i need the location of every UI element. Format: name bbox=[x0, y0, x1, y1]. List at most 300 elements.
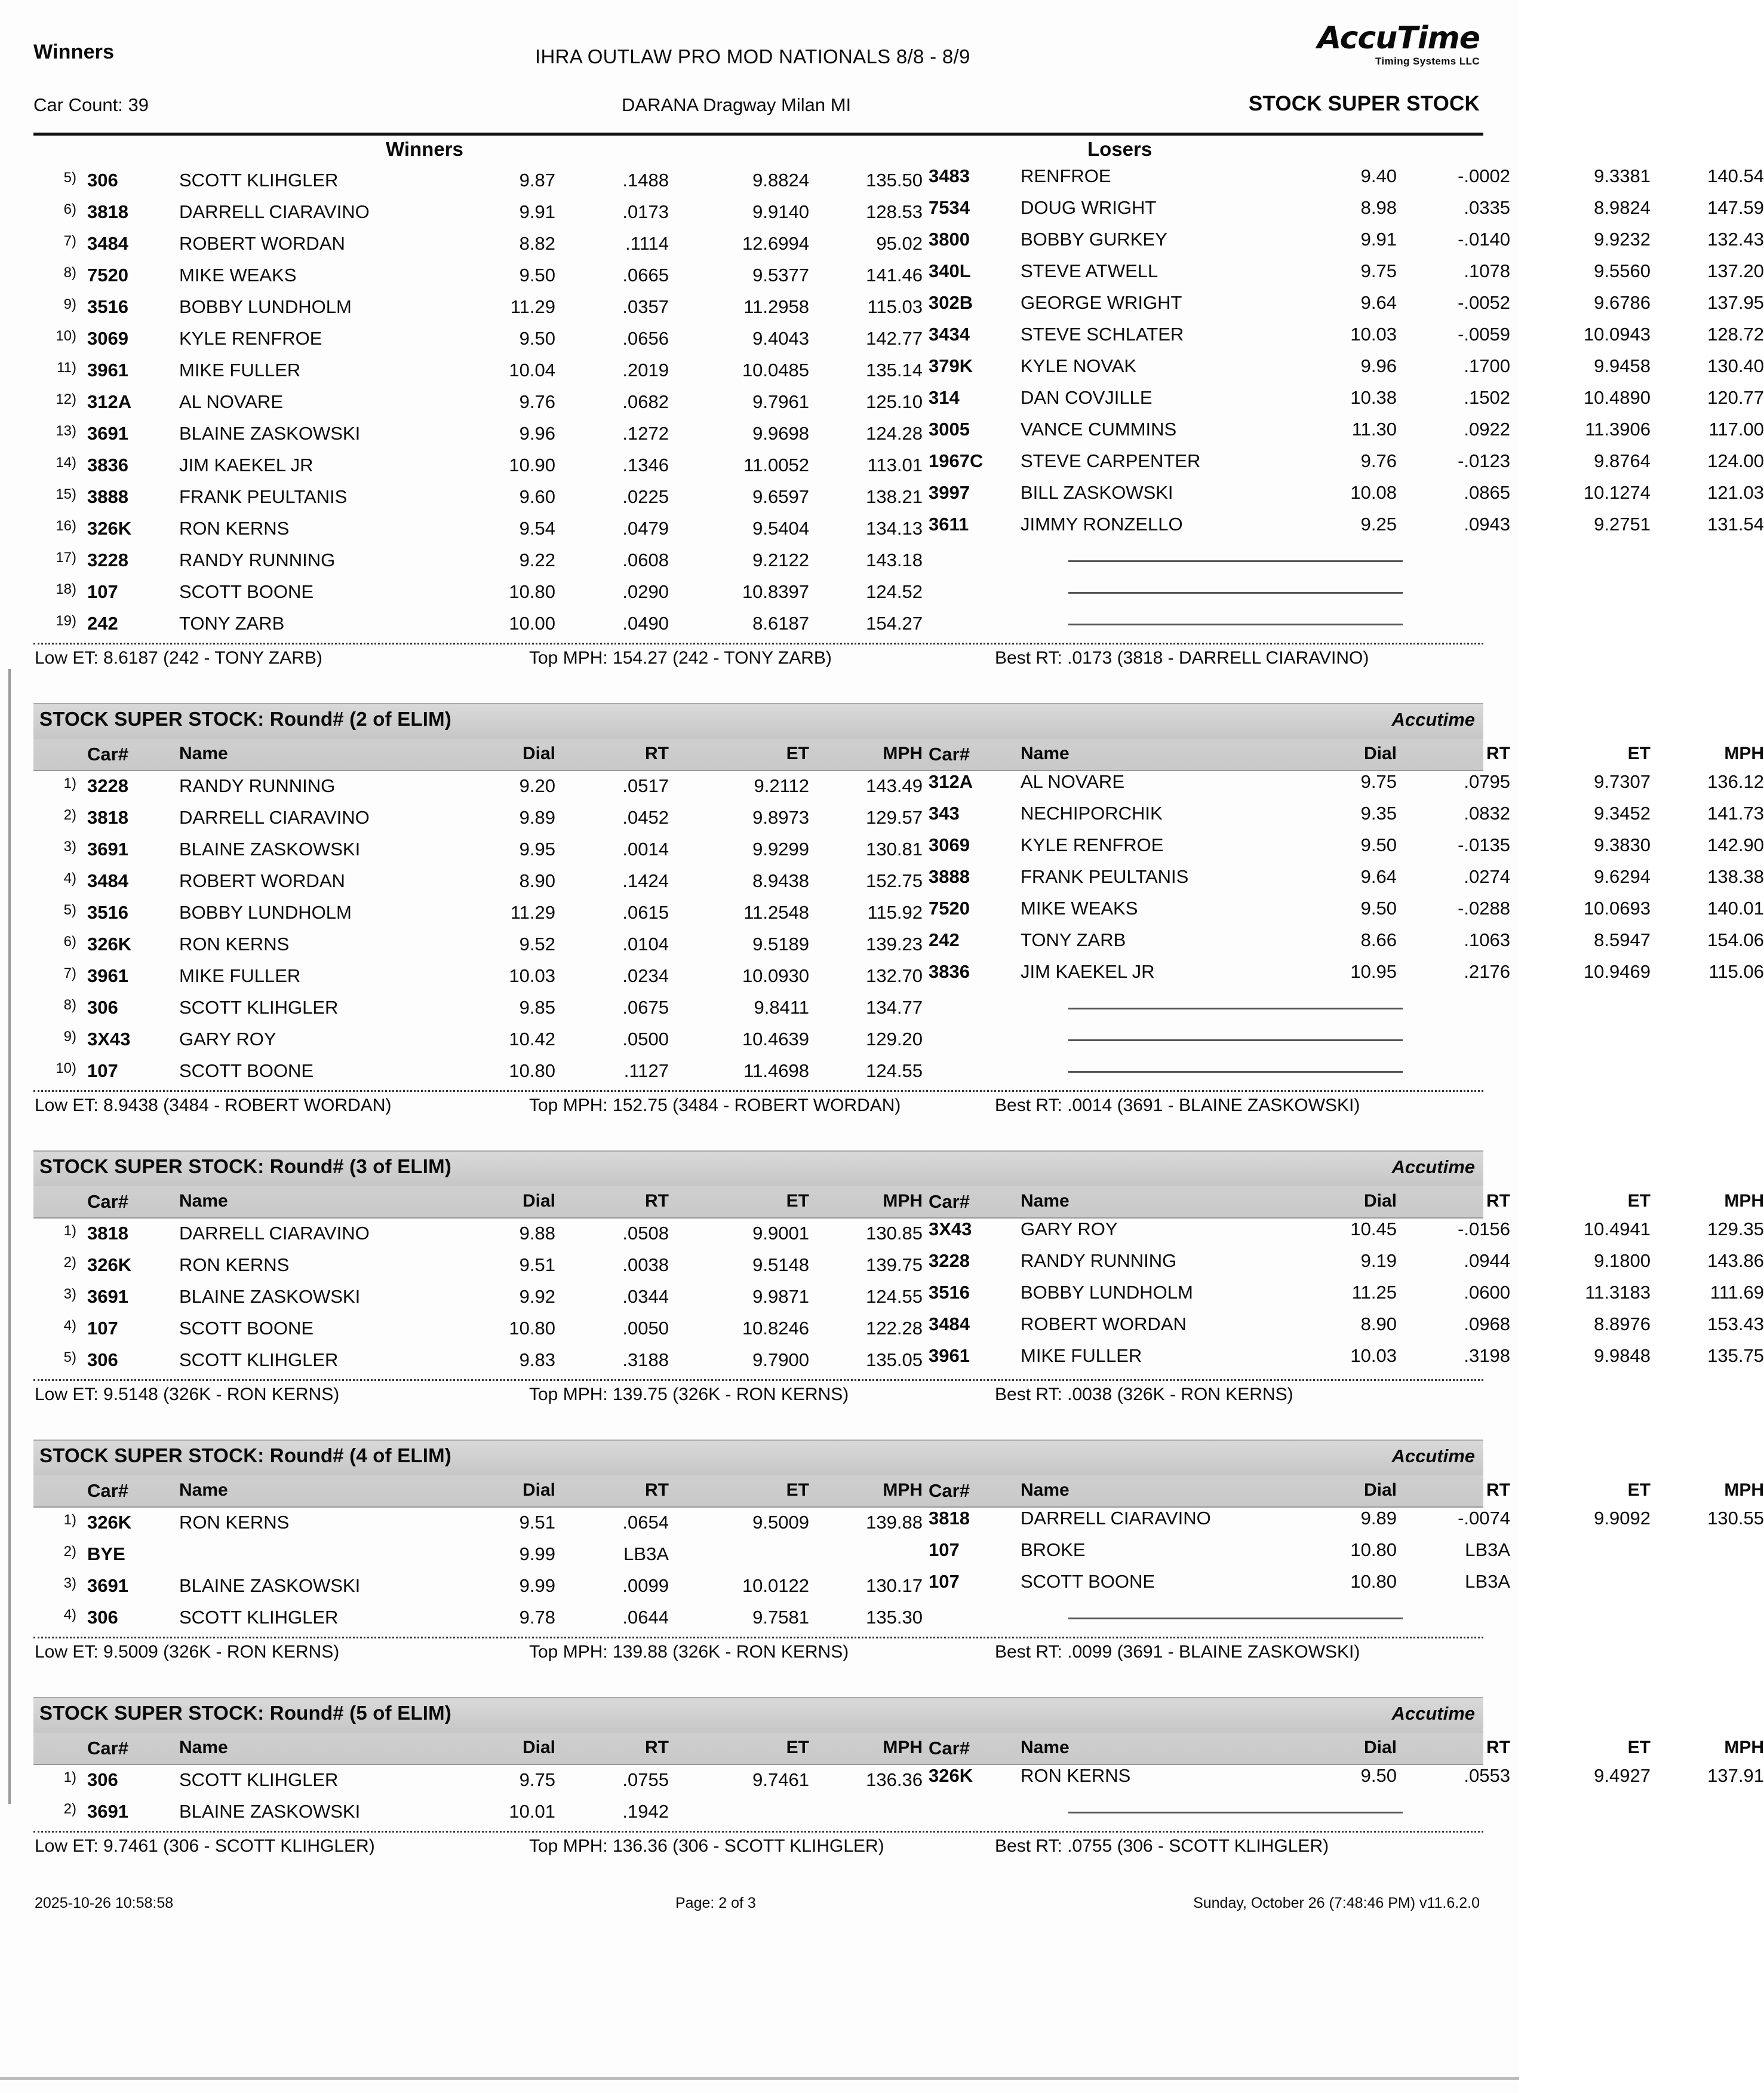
mph-value: 142.90 bbox=[1707, 834, 1764, 855]
winner-entry bbox=[33, 934, 923, 955]
blank-rule-line bbox=[1068, 1812, 1403, 1813]
driver-name: BLAINE ZASKOWSKI bbox=[179, 1801, 361, 1822]
car-number: 302B bbox=[929, 292, 973, 313]
table-row bbox=[33, 197, 1764, 229]
reaction-time-value: .0508 bbox=[622, 1223, 669, 1244]
elapsed-time-value: 9.5560 bbox=[1594, 260, 1651, 281]
dial-value: 9.75 bbox=[1360, 260, 1397, 281]
losers-header-group bbox=[923, 1480, 1764, 1502]
reaction-time-value: .0922 bbox=[1464, 419, 1510, 440]
column-header-et: ET bbox=[786, 1738, 809, 1757]
row-index: 1) bbox=[63, 1223, 76, 1239]
mph-value: 130.81 bbox=[866, 839, 923, 860]
column-header-dial: Dial bbox=[522, 744, 555, 763]
car-number: 242 bbox=[929, 929, 960, 950]
winner-entry bbox=[33, 391, 923, 413]
winner-entry bbox=[33, 486, 923, 508]
winner-entry bbox=[33, 1029, 923, 1050]
reaction-time-value: .1346 bbox=[622, 455, 669, 475]
loser-entry bbox=[923, 292, 1764, 314]
elapsed-time-value: 9.3381 bbox=[1594, 165, 1651, 186]
car-count: Car Count: 39 bbox=[33, 94, 149, 115]
driver-name: SCOTT BOONE bbox=[179, 581, 314, 602]
mph-value: 137.91 bbox=[1707, 1765, 1764, 1786]
winner-entry bbox=[33, 1769, 923, 1791]
mph-value: 130.17 bbox=[866, 1575, 923, 1596]
elapsed-time-value bbox=[669, 1543, 809, 1565]
column-header-name: Name bbox=[1021, 1191, 1070, 1211]
loser-entry bbox=[923, 419, 1764, 440]
row-index: 5) bbox=[63, 170, 76, 186]
mph-value: 134.77 bbox=[866, 997, 923, 1018]
mph-value: 137.95 bbox=[1707, 292, 1764, 313]
column-header-dial: Dial bbox=[522, 1191, 555, 1211]
table-row bbox=[33, 577, 1483, 609]
loser-entry bbox=[923, 929, 1764, 951]
table-row bbox=[33, 834, 1764, 866]
reaction-time-value: -.0288 bbox=[1458, 898, 1510, 919]
table-row bbox=[33, 482, 1764, 514]
loser-entry bbox=[923, 1282, 1764, 1303]
mph-value: 117.00 bbox=[1708, 419, 1764, 440]
car-number: 107 bbox=[929, 1571, 960, 1592]
round-4-title: STOCK SUPER STOCK: Round# (4 of ELIM) bbox=[39, 1444, 452, 1466]
winner-entry bbox=[33, 807, 923, 828]
reaction-time-value: .0290 bbox=[622, 581, 669, 602]
driver-name: TONY ZARB bbox=[1021, 929, 1126, 950]
elapsed-time-value: 10.0943 bbox=[1583, 324, 1651, 345]
car-number: 3X43 bbox=[87, 1029, 131, 1049]
blank-rule-line bbox=[1068, 1008, 1403, 1009]
driver-name: RENFROE bbox=[1021, 165, 1111, 186]
elapsed-time-value: 9.9299 bbox=[752, 839, 809, 860]
row-index: 16) bbox=[56, 518, 76, 534]
blank-rule-line bbox=[1068, 1039, 1403, 1041]
elapsed-time-value: 9.7581 bbox=[752, 1607, 809, 1628]
empty-result-slot bbox=[943, 1603, 1403, 1634]
car-number: 312A bbox=[87, 391, 132, 412]
elapsed-time-value: 10.4639 bbox=[742, 1029, 809, 1049]
dial-value: 9.76 bbox=[1360, 450, 1397, 471]
reaction-time-value: LB3A bbox=[1465, 1539, 1510, 1560]
elapsed-time-value: 9.7900 bbox=[752, 1349, 809, 1370]
table-row bbox=[33, 292, 1764, 324]
dial-value: 9.35 bbox=[1360, 803, 1397, 824]
elapsed-time-value: 11.3906 bbox=[1585, 419, 1651, 440]
dial-value: 9.76 bbox=[519, 391, 555, 412]
elapsed-time-value: 9.9001 bbox=[752, 1223, 809, 1244]
mph-value: 132.70 bbox=[866, 965, 923, 986]
round-2-column-headers bbox=[33, 739, 1764, 771]
table-row bbox=[33, 1024, 1483, 1056]
elapsed-time-value: 10.0122 bbox=[742, 1575, 809, 1596]
car-number: 3818 bbox=[87, 1223, 128, 1244]
round-4-rows bbox=[33, 1508, 1764, 1634]
elapsed-time-value: 9.5148 bbox=[752, 1254, 809, 1275]
reaction-time-value: .3198 bbox=[1464, 1345, 1510, 1366]
car-number: 306 bbox=[87, 170, 118, 191]
table-row bbox=[33, 419, 1764, 450]
row-index: 17) bbox=[56, 550, 76, 566]
top-mph-summary: Top MPH: 154.27 (242 - TONY ZARB) bbox=[529, 648, 832, 668]
row-index: 4) bbox=[63, 870, 76, 886]
column-header-car: Car# bbox=[87, 1191, 128, 1212]
winner-entry bbox=[33, 1512, 923, 1533]
car-number: 3818 bbox=[929, 1508, 970, 1529]
empty-result-slot bbox=[943, 993, 1403, 1024]
elapsed-time-value: 9.3452 bbox=[1594, 803, 1651, 824]
row-index: 11) bbox=[57, 360, 76, 376]
row-index: 1) bbox=[63, 775, 76, 791]
elapsed-time-value: 9.5189 bbox=[752, 934, 809, 955]
mph-value: 129.35 bbox=[1707, 1219, 1764, 1239]
loser-entry bbox=[923, 197, 1764, 219]
loser-entry bbox=[923, 961, 1764, 983]
table-row bbox=[33, 1056, 1483, 1088]
column-header-name: Name bbox=[1021, 744, 1070, 763]
reaction-time-value: .1272 bbox=[622, 423, 669, 444]
round-5-rows bbox=[33, 1765, 1764, 1828]
elapsed-time-value: 9.5009 bbox=[752, 1512, 809, 1533]
car-number: 3888 bbox=[929, 866, 970, 887]
losers-header-group bbox=[923, 1738, 1764, 1759]
dial-value: 9.96 bbox=[1360, 355, 1397, 376]
row-index: 2) bbox=[63, 1254, 76, 1270]
car-number: 306 bbox=[87, 997, 118, 1018]
row-index: 15) bbox=[56, 486, 76, 502]
car-number: 3228 bbox=[87, 775, 128, 796]
accutime-logo-text: AccuTime bbox=[1317, 20, 1480, 56]
top-mph-summary: Top MPH: 152.75 (3484 - ROBERT WORDAN) bbox=[529, 1095, 901, 1115]
column-header-rt: RT bbox=[1486, 1480, 1510, 1500]
reaction-time-value: .0357 bbox=[622, 296, 669, 317]
car-number: 326K bbox=[87, 934, 132, 955]
elapsed-time-value: 8.9824 bbox=[1594, 197, 1651, 218]
loser-entry bbox=[923, 387, 1764, 409]
driver-name: FRANK PEULTANIS bbox=[1021, 866, 1189, 887]
loser-entry bbox=[923, 1219, 1764, 1240]
column-header-rt: RT bbox=[645, 744, 669, 763]
mph-value: 135.75 bbox=[1707, 1345, 1764, 1366]
round-5-accutime-label: Accutime bbox=[1391, 1703, 1475, 1724]
winner-entry bbox=[33, 775, 923, 797]
car-number: 3961 bbox=[87, 360, 128, 380]
dial-value: 10.80 bbox=[1350, 1539, 1397, 1560]
dial-value: 9.60 bbox=[519, 486, 555, 507]
dial-value: 10.03 bbox=[509, 965, 555, 986]
table-row bbox=[33, 771, 1764, 803]
accutime-logo bbox=[1317, 20, 1480, 67]
table-row bbox=[33, 355, 1764, 387]
table-row bbox=[33, 514, 1764, 545]
event-title: IHRA OUTLAW PRO MOD NATIONALS 8/8 - 8/9 bbox=[535, 45, 970, 67]
loser-entry bbox=[923, 803, 1764, 824]
reaction-time-value: LB3A bbox=[623, 1543, 669, 1564]
driver-name: ROBERT WORDAN bbox=[179, 870, 345, 891]
dial-value: 10.80 bbox=[509, 581, 555, 602]
car-number: 107 bbox=[87, 1060, 118, 1081]
row-index: 2) bbox=[63, 1801, 76, 1817]
mph-value: 143.49 bbox=[866, 775, 923, 796]
row-index: 6) bbox=[63, 934, 76, 950]
loser-entry bbox=[923, 1314, 1764, 1335]
winners-header-group bbox=[33, 744, 923, 765]
mph-value: 140.01 bbox=[1707, 898, 1764, 919]
winner-entry bbox=[33, 965, 923, 987]
dial-value: 9.99 bbox=[519, 1543, 555, 1564]
elapsed-time-value: 8.6187 bbox=[752, 613, 809, 634]
elapsed-time-value: 11.3183 bbox=[1585, 1282, 1651, 1303]
driver-name: BOBBY LUNDHOLM bbox=[1021, 1282, 1193, 1303]
car-number: 3516 bbox=[929, 1282, 970, 1303]
row-index: 3) bbox=[63, 1575, 76, 1591]
mph-value: 115.06 bbox=[1708, 961, 1764, 982]
winners-header-group bbox=[33, 1191, 923, 1213]
round-4-divider bbox=[33, 1637, 1483, 1638]
loser-entry bbox=[923, 1508, 1764, 1529]
mph-value: 138.38 bbox=[1707, 866, 1764, 887]
winner-entry bbox=[33, 1223, 923, 1244]
best-rt-summary: Best RT: .0038 (326K - RON KERNS) bbox=[995, 1385, 1293, 1404]
row-index: 8) bbox=[63, 265, 76, 281]
reaction-time-value: .1700 bbox=[1464, 355, 1510, 376]
scan-bottom-edge bbox=[0, 2077, 1519, 2080]
row-index: 19) bbox=[56, 613, 76, 629]
winner-entry bbox=[33, 296, 923, 318]
dial-value: 8.90 bbox=[1360, 1314, 1397, 1334]
elapsed-time-value: 10.8246 bbox=[742, 1318, 809, 1339]
loser-entry bbox=[923, 834, 1764, 856]
elapsed-time-value: 10.0930 bbox=[742, 965, 809, 986]
car-number: 379K bbox=[929, 355, 973, 376]
elapsed-time-value: 8.9438 bbox=[752, 870, 809, 891]
reaction-time-value: .0173 bbox=[622, 201, 669, 222]
car-number: 3691 bbox=[87, 1801, 128, 1822]
table-row bbox=[33, 229, 1764, 260]
winners-header-group bbox=[33, 1480, 923, 1502]
dial-value: 9.89 bbox=[1360, 1508, 1397, 1529]
driver-name: DARRELL CIARAVINO bbox=[179, 1223, 370, 1244]
dial-value: 9.50 bbox=[1360, 834, 1397, 855]
mph-value: 115.03 bbox=[867, 296, 923, 317]
driver-name: BLAINE ZASKOWSKI bbox=[179, 1286, 361, 1307]
driver-name: JIMMY RONZELLO bbox=[1021, 514, 1183, 535]
driver-name: DOUG WRIGHT bbox=[1021, 197, 1157, 218]
driver-name: BOBBY LUNDHOLM bbox=[179, 902, 352, 923]
blank-rule-line bbox=[1068, 592, 1403, 594]
table-row bbox=[33, 1219, 1764, 1250]
dial-value: 10.42 bbox=[509, 1029, 555, 1049]
mph-value: 120.77 bbox=[1707, 387, 1764, 408]
elapsed-time-value: 8.8976 bbox=[1594, 1314, 1651, 1334]
elapsed-time-value: 9.8411 bbox=[754, 997, 809, 1018]
driver-name: BILL ZASKOWSKI bbox=[1021, 482, 1173, 503]
car-number: 3961 bbox=[929, 1345, 970, 1366]
round-4-block bbox=[33, 1440, 1764, 1673]
row-index: 7) bbox=[63, 965, 76, 981]
reaction-time-value: .1063 bbox=[1464, 929, 1510, 950]
blank-rule-line bbox=[1068, 1071, 1403, 1073]
elapsed-time-value: 9.8973 bbox=[752, 807, 809, 828]
car-number: 3484 bbox=[929, 1314, 970, 1334]
column-header-car: Car# bbox=[929, 744, 970, 765]
header-secondary-row bbox=[33, 94, 1483, 129]
driver-name: STEVE CARPENTER bbox=[1021, 450, 1201, 471]
table-row bbox=[33, 1345, 1764, 1377]
column-header-name: Name bbox=[179, 1480, 228, 1500]
reaction-time-value: .0656 bbox=[622, 328, 669, 349]
reaction-time-value: .0644 bbox=[622, 1607, 669, 1628]
column-header-car: Car# bbox=[929, 1738, 970, 1759]
dial-value: 9.50 bbox=[519, 265, 555, 286]
driver-name: SCOTT KLIHGLER bbox=[179, 1349, 339, 1370]
loser-entry bbox=[923, 165, 1764, 187]
dial-value: 9.75 bbox=[1360, 771, 1397, 792]
column-header-rt: RT bbox=[645, 1738, 669, 1757]
dial-value: 10.80 bbox=[509, 1318, 555, 1339]
row-index: 9) bbox=[63, 296, 76, 312]
mph-value: 124.55 bbox=[866, 1060, 923, 1081]
elapsed-time-value: 9.6597 bbox=[752, 486, 809, 507]
row-index: 14) bbox=[56, 455, 76, 471]
column-header-et: ET bbox=[786, 1480, 809, 1500]
driver-name: MIKE FULLER bbox=[179, 360, 301, 380]
empty-result-slot bbox=[943, 545, 1403, 577]
mph-value: 124.52 bbox=[866, 581, 923, 602]
reaction-time-value: .0050 bbox=[622, 1318, 669, 1339]
car-number: 314 bbox=[929, 387, 960, 408]
reaction-time-value: -.0123 bbox=[1458, 450, 1510, 471]
top-mph-summary: Top MPH: 139.75 (326K - RON KERNS) bbox=[529, 1385, 849, 1404]
reaction-time-value: .0014 bbox=[622, 839, 669, 860]
column-header-mph: MPH bbox=[883, 1191, 923, 1211]
best-rt-summary: Best RT: .0099 (3691 - BLAINE ZASKOWSKI) bbox=[995, 1642, 1360, 1662]
mph-value bbox=[809, 1801, 923, 1822]
reaction-time-value: .0615 bbox=[622, 902, 669, 923]
round-3-rows bbox=[33, 1219, 1764, 1377]
dial-value: 11.25 bbox=[1351, 1282, 1397, 1303]
dial-value: 9.88 bbox=[519, 1223, 555, 1244]
driver-name: JIM KAEKEL JR bbox=[179, 455, 314, 475]
round-2-accutime-label: Accutime bbox=[1391, 709, 1475, 730]
driver-name: STEVE ATWELL bbox=[1021, 260, 1158, 281]
round-5-summary bbox=[33, 1834, 1483, 1867]
dial-value: 9.25 bbox=[1360, 514, 1397, 535]
elapsed-time-value: 9.7307 bbox=[1594, 771, 1651, 792]
table-row bbox=[33, 866, 1764, 898]
car-number: 3836 bbox=[929, 961, 970, 982]
dial-value: 9.91 bbox=[1360, 229, 1397, 250]
dial-value: 10.80 bbox=[1350, 1571, 1397, 1592]
column-header-name: Name bbox=[1021, 1738, 1070, 1757]
winner-entry bbox=[33, 1349, 923, 1371]
table-row bbox=[33, 929, 1764, 961]
row-index-header bbox=[33, 1191, 81, 1213]
mph-value: 130.55 bbox=[1707, 1508, 1764, 1529]
dial-value: 9.54 bbox=[519, 518, 555, 539]
best-rt-summary: Best RT: .0173 (3818 - DARRELL CIARAVINO) bbox=[995, 648, 1369, 668]
elapsed-time-value bbox=[669, 1801, 809, 1822]
mph-value bbox=[1651, 1539, 1764, 1561]
car-number: 3691 bbox=[87, 423, 128, 444]
car-number: 3069 bbox=[87, 328, 128, 349]
loser-entry bbox=[923, 229, 1764, 250]
row-index: 4) bbox=[63, 1318, 76, 1334]
dial-value: 10.38 bbox=[1350, 387, 1397, 408]
low-et-summary: Low ET: 8.9438 (3484 - ROBERT WORDAN) bbox=[35, 1095, 392, 1115]
table-row bbox=[33, 1282, 1764, 1314]
loser-entry bbox=[923, 1765, 1764, 1787]
elapsed-time-value: 9.5404 bbox=[752, 518, 809, 539]
column-header-name: Name bbox=[179, 744, 228, 763]
car-number: 3228 bbox=[87, 550, 128, 570]
page-footer bbox=[33, 1895, 1483, 1925]
dial-value: 9.40 bbox=[1360, 165, 1397, 186]
accutime-logo-subtitle: Timing Systems LLC bbox=[1375, 56, 1480, 67]
column-header-rt: RT bbox=[645, 1191, 669, 1211]
round-4-header bbox=[33, 1440, 1483, 1475]
dial-value: 9.92 bbox=[519, 1286, 555, 1307]
dial-value: 9.75 bbox=[519, 1769, 555, 1790]
driver-name: MIKE WEAKS bbox=[179, 265, 297, 286]
reaction-time-value: .0234 bbox=[622, 965, 669, 986]
mph-value: 122.28 bbox=[866, 1318, 923, 1339]
driver-name: SCOTT BOONE bbox=[179, 1318, 314, 1339]
mph-value: 137.20 bbox=[1707, 260, 1764, 281]
reaction-time-value: -.0135 bbox=[1458, 834, 1510, 855]
row-index: 12) bbox=[56, 391, 76, 407]
table-row bbox=[33, 961, 1764, 993]
elapsed-time-value: 9.9848 bbox=[1594, 1345, 1651, 1366]
reaction-time-value: .1942 bbox=[622, 1801, 669, 1822]
mph-value: 139.88 bbox=[866, 1512, 923, 1533]
driver-name: RANDY RUNNING bbox=[179, 550, 336, 570]
empty-result-slot bbox=[943, 1056, 1403, 1088]
table-row bbox=[33, 1250, 1764, 1282]
dial-value: 9.64 bbox=[1360, 866, 1397, 887]
car-number: 326K bbox=[929, 1765, 973, 1786]
round-4-accutime-label: Accutime bbox=[1391, 1446, 1475, 1466]
car-number: 3800 bbox=[929, 229, 970, 250]
mph-value: 128.72 bbox=[1707, 324, 1764, 345]
car-number: 306 bbox=[87, 1607, 118, 1628]
dial-value: 11.29 bbox=[510, 296, 555, 317]
driver-name: SCOTT BOONE bbox=[179, 1060, 314, 1081]
car-number: 107 bbox=[87, 581, 118, 602]
driver-name: GARY ROY bbox=[1021, 1219, 1118, 1239]
driver-name: DARRELL CIARAVINO bbox=[179, 201, 370, 222]
driver-name: SCOTT KLIHGLER bbox=[179, 1607, 339, 1628]
table-row bbox=[33, 803, 1764, 834]
elapsed-time-value: 10.4941 bbox=[1583, 1219, 1651, 1239]
mph-value: 130.40 bbox=[1707, 355, 1764, 376]
driver-name: RON KERNS bbox=[179, 934, 290, 955]
section1-summary bbox=[33, 646, 1483, 679]
class-name: STOCK SUPER STOCK bbox=[1248, 92, 1480, 115]
footer-generated-info: Sunday, October 26 (7:48:46 PM) v11.6.2.0 bbox=[1193, 1895, 1480, 1911]
round-2-summary bbox=[33, 1093, 1483, 1127]
dial-value: 9.51 bbox=[519, 1254, 555, 1275]
car-number: 3961 bbox=[87, 965, 128, 986]
reaction-time-value: .0099 bbox=[622, 1575, 669, 1596]
reaction-time-value: .0104 bbox=[622, 934, 669, 955]
dial-value: 9.83 bbox=[519, 1349, 555, 1370]
dial-value: 9.22 bbox=[519, 550, 555, 570]
loser-entry bbox=[923, 450, 1764, 472]
mph-value: 130.85 bbox=[866, 1223, 923, 1244]
loser-entry bbox=[923, 514, 1764, 535]
car-number: 3516 bbox=[87, 296, 128, 317]
